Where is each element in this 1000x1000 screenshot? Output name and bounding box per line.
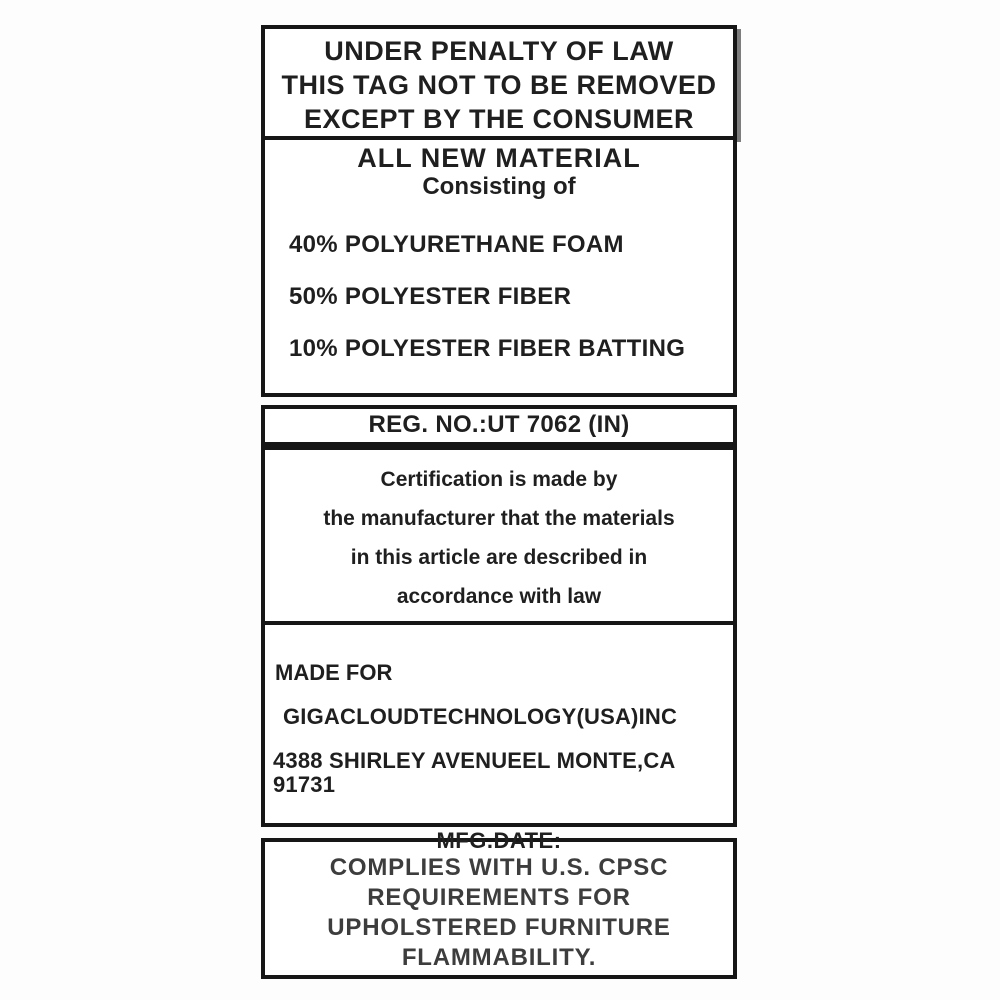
compliance-line-2: REQUIREMENTS FOR [367, 884, 631, 911]
made-for-address: 4388 SHIRLEY AVENUEEL MONTE,CA 91731 [273, 748, 675, 797]
penalty-warning-section [261, 25, 737, 140]
compliance-line-1: COMPLIES WITH U.S. CPSC [329, 854, 669, 881]
certification-line-1: Certification is made by [380, 468, 618, 491]
warning-line-3: EXCEPT BY THE CONSUMER [303, 104, 695, 134]
compliance-section [261, 838, 737, 979]
materials-title: ALL NEW MATERIAL [357, 143, 641, 173]
certification-line-3: in this article are described in [350, 546, 648, 569]
warning-line-2: THIS TAG NOT TO BE REMOVED [281, 70, 717, 100]
materials-section [261, 136, 737, 397]
materials-subtitle: Consisting of [422, 173, 576, 200]
materials-list [265, 232, 733, 361]
compliance-line-3: UPHOLSTERED FURNITURE [327, 914, 671, 941]
material-item-polyester-fiber: 50% POLYESTER FIBER [289, 283, 572, 310]
material-item-polyester-fiber-batting: 10% POLYESTER FIBER BATTING [289, 335, 686, 362]
certification-line-2: the manufacturer that the materials [323, 507, 675, 530]
registration-number: REG. NO.:UT 7062 (IN) [368, 411, 630, 438]
certification-section [261, 446, 737, 625]
made-for-label: MADE FOR [275, 660, 393, 685]
made-for-company: GIGACLOUDTECHNOLOGY(USA)INC [283, 704, 678, 729]
compliance-line-4: FLAMMABILITY. [401, 944, 597, 971]
registration-number-section [261, 405, 737, 446]
made-for-section [261, 621, 737, 853]
warning-line-1: UNDER PENALTY OF LAW [324, 36, 674, 66]
material-item-polyurethane-foam: 40% POLYURETHANE FOAM [289, 231, 624, 258]
certification-line-4: accordance with law [396, 585, 602, 608]
law-label [261, 25, 737, 979]
mfg-date-label: MFG.DATE: [436, 828, 562, 853]
